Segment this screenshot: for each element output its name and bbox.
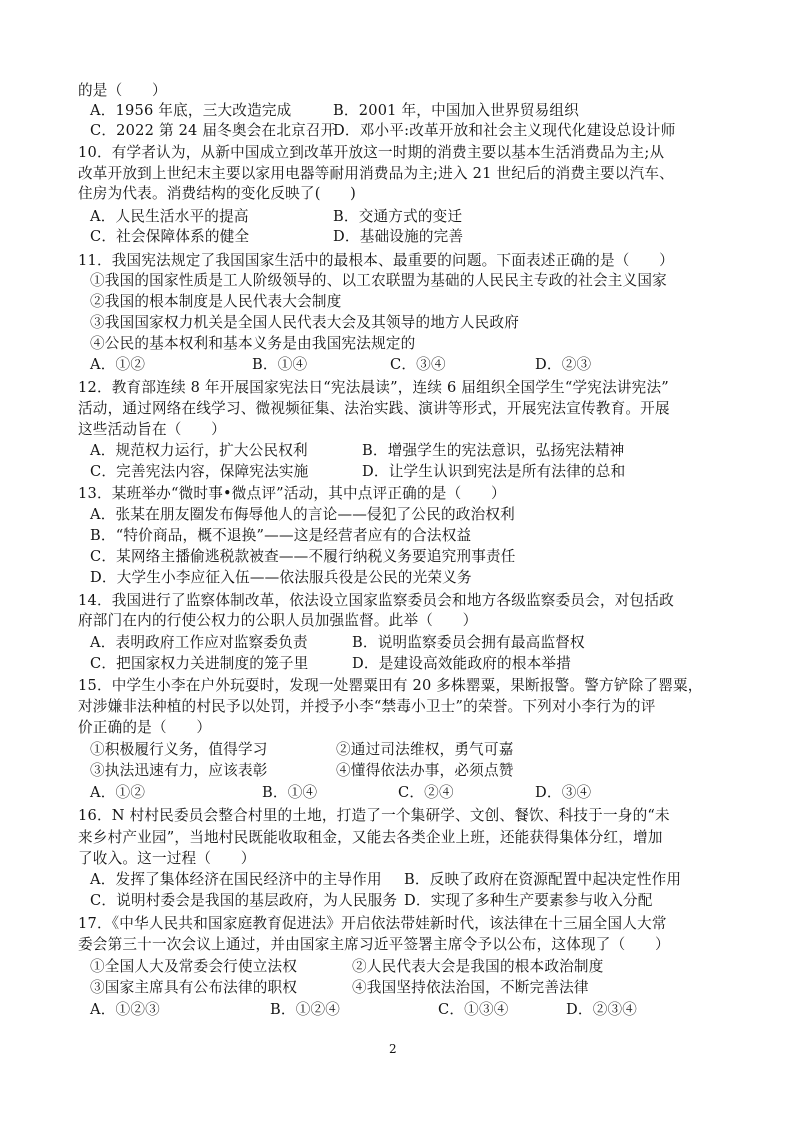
q15-option-c: C．②④ xyxy=(398,784,454,801)
question-16-stem: 来乡村产业园”，当地村民既能收取租金，又能去各类企业上班，还能获得集体分红，增加 xyxy=(78,829,663,846)
question-16-stem: 了收入。这一过程（ ） xyxy=(78,850,256,867)
q10-option-c: C．社会保障体系的健全 xyxy=(90,228,250,245)
q17-option-c: C．①③④ xyxy=(438,1001,509,1018)
q11-statement-1: ①我国的国家性质是工人阶级领导的、以工农联盟为基础的人民民主专政的社会主义国家 xyxy=(90,272,667,289)
question-10-stem: 10．有学者认为，从新中国成立到改革开放这一时期的消费主要以基本生活消费品为主;从 xyxy=(78,144,665,161)
q13-option-b: B．“特价商品，概不退换”——这是经营者应有的合法权益 xyxy=(90,527,472,544)
q14-option-a: A．表明政府工作应对监察委负责 xyxy=(90,634,308,651)
question-15-stem: 对涉嫌非法种植的村民予以处罚，并授予小李“禁毒小卫士”的荣誉。下列对小李行为的评 xyxy=(78,698,656,715)
q17-option-a: A．①②③ xyxy=(90,1001,160,1018)
q12-option-b: B．增强学生的宪法意识，弘扬宪法精神 xyxy=(362,442,625,459)
q15-option-a: A．①② xyxy=(90,784,146,801)
question-10-stem: 改革开放到上世纪末主要以家用电器等耐用消费品为主;进入 21 世纪后的消费主要以汽车、 xyxy=(78,165,674,182)
question-12-stem: 12．教育部连续 8 年开展国家宪法日“宪法晨读”，连续 6 届组织全国学生“学宪法讲宪法” xyxy=(78,379,669,396)
q17-statement-1: ①全国人大及常委会行使立法权 xyxy=(90,958,298,975)
q17-statement-4: ④我国坚持依法治国，不断完善法律 xyxy=(352,979,589,996)
q9-option-c: C．2022 第 24 届冬奥会在北京召开 xyxy=(90,122,336,139)
q11-option-a: A．①② xyxy=(90,356,146,373)
q17-option-d: D．②③④ xyxy=(566,1001,638,1018)
question-10-stem: 住房为代表。消费结构的变化反映了( ) xyxy=(78,185,357,202)
question-15-stem: 15．中学生小李在户外玩耍时，发现一处罂粟田有 20 多株罂粟，果断报警。警方铲除了罂粟， xyxy=(78,677,703,694)
q11-statement-2: ②我国的根本制度是人民代表大会制度 xyxy=(90,293,342,310)
q15-option-b: B．①④ xyxy=(262,784,318,801)
q17-statement-2: ②人民代表大会是我国的根本政治制度 xyxy=(352,958,604,975)
question-12-stem: 活动，通过网络在线学习、微视频征集、法治实践、演讲等形式，开展宪法宣传教育。开展 xyxy=(78,400,670,417)
q9-option-d: D．邓小平:改革开放和社会主义现代化建设总设计师 xyxy=(333,122,676,139)
question-16-stem: 16．N 村村民委员会整合村里的土地，打造了一个集研学、文创、餐饮、科技于一身的“未 xyxy=(78,807,670,824)
page-number: 2 xyxy=(389,1042,397,1056)
q10-option-b: B．交通方式的变迁 xyxy=(333,208,463,225)
question-11-stem: 11．我国宪法规定了我国国家生活中的最根本、最重要的问题。下面表述正确的是（ ） xyxy=(78,252,674,269)
q13-option-c: C．某网络主播偷逃税款被查——不履行纳税义务要追究刑事责任 xyxy=(90,548,516,565)
q15-statement-2: ②通过司法维权，勇气可嘉 xyxy=(336,741,514,758)
q16-option-b: B．反映了政府在资源配置中起决定性作用 xyxy=(404,871,682,888)
q9-option-b: B．2001 年，中国加入世界贸易组织 xyxy=(333,102,580,119)
question-15-stem: 价正确的是（ ） xyxy=(78,719,212,736)
q12-option-d: D．让学生认识到宪法是所有法律的总和 xyxy=(362,463,626,480)
q12-option-c: C．完善宪法内容，保障宪法实施 xyxy=(90,463,309,480)
q13-option-d: D．大学生小李应征入伍——依法服兵役是公民的光荣义务 xyxy=(90,569,472,586)
q14-option-b: B．说明监察委员会拥有最高监督权 xyxy=(352,634,585,651)
question-9-stem-end: 的是（ ） xyxy=(78,82,167,99)
q11-option-d: D．②③ xyxy=(535,356,592,373)
q15-option-d: D．③④ xyxy=(535,784,592,801)
q17-option-b: B．①②④ xyxy=(270,1001,341,1018)
q16-option-a: A．发挥了集体经济在国民经济中的主导作用 xyxy=(90,871,382,888)
q11-statement-3: ③我国国家权力机关是全国人民代表大会及其领导的地方人民政府 xyxy=(90,314,520,331)
q15-statement-4: ④懂得依法办事，必须点赞 xyxy=(336,762,514,779)
question-14-stem: 府部门在内的行使公权力的公职人员加强监督。此举（ ） xyxy=(78,612,478,629)
q16-option-c: C．说明村委会是我国的基层政府，为人民服务 xyxy=(90,892,398,909)
q17-statement-3: ③国家主席具有公布法律的职权 xyxy=(90,979,298,996)
q9-option-a: A．1956 年底，三大改造完成 xyxy=(90,102,292,119)
question-17-stem: 17．《中华人民共和国家庭教育促进法》开启依法带娃新时代，该法律在十三届全国人大常 xyxy=(78,915,667,932)
q10-option-d: D．基础设施的完善 xyxy=(333,228,464,245)
q16-option-d: D．实现了多种生产要素参与收入分配 xyxy=(404,892,653,909)
q11-statement-4: ④公民的基本权利和基本义务是由我国宪法规定的 xyxy=(90,335,416,352)
q11-option-c: C．③④ xyxy=(390,356,446,373)
question-17-stem: 委会第三十一次会议上通过，并由国家主席习近平签署主席令予以公布，这体现了（ ） xyxy=(78,936,670,953)
question-14-stem: 14．我国进行了监察体制改革，依法设立国家监察委员会和地方各级监察委员会，对包括政 xyxy=(78,592,674,609)
q12-option-a: A．规范权力运行，扩大公民权利 xyxy=(90,442,308,459)
q13-option-a: A．张某在朋友圈发布侮辱他人的言论——侵犯了公民的政治权利 xyxy=(90,506,515,523)
q11-option-b: B．①④ xyxy=(252,356,308,373)
q10-option-a: A．人民生活水平的提高 xyxy=(90,208,249,225)
q14-option-d: D．是建设高效能政府的根本举措 xyxy=(352,655,572,672)
q14-option-c: C．把国家权力关进制度的笼子里 xyxy=(90,655,309,672)
q15-statement-3: ③执法迅速有力，应该表彰 xyxy=(90,762,268,779)
question-13-stem: 13．某班举办“微时事•微点评”活动，其中点评正确的是（ ） xyxy=(78,485,506,502)
q15-statement-1: ①积极履行义务，值得学习 xyxy=(90,741,268,758)
question-12-stem: 这些活动旨在（ ） xyxy=(78,421,226,438)
